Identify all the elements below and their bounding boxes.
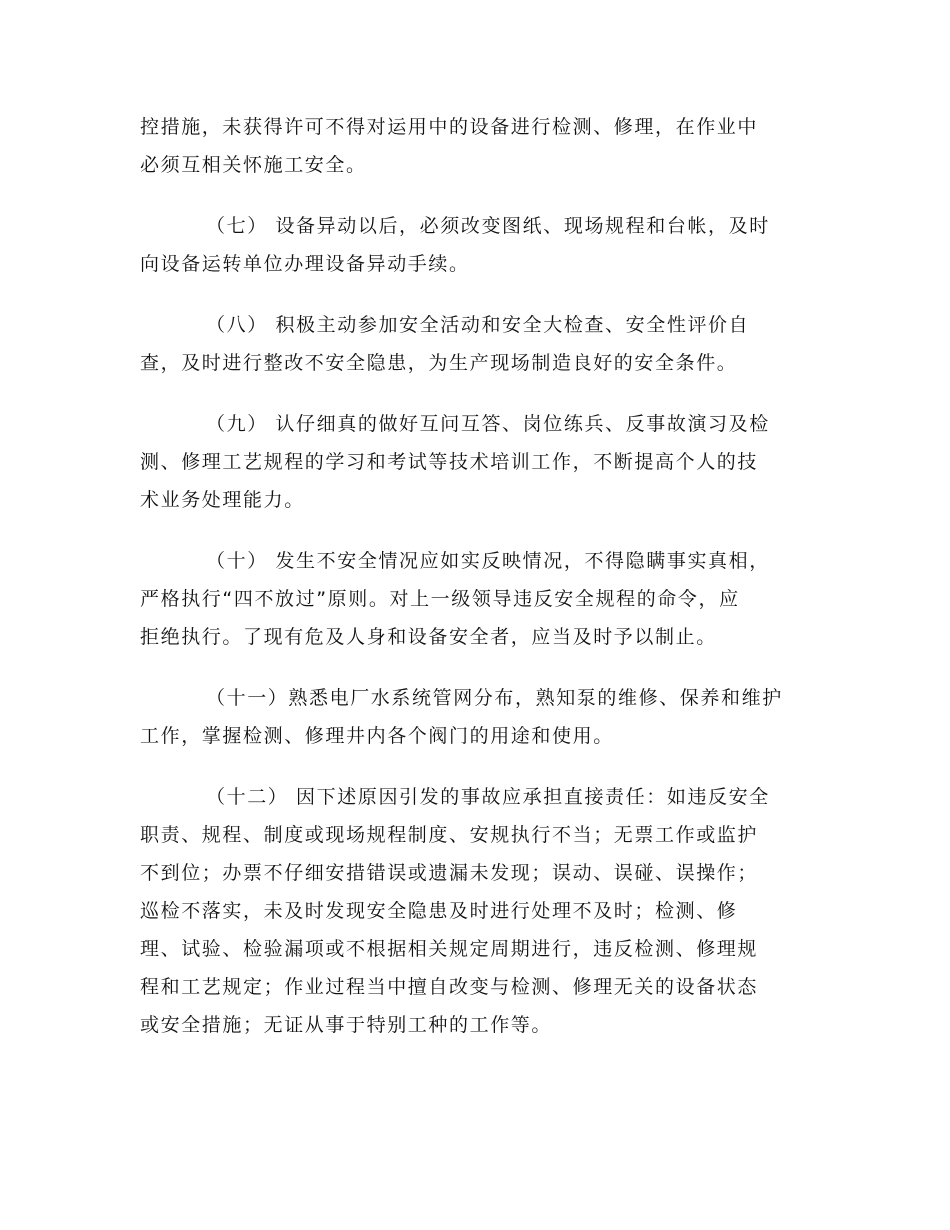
- paragraph-continuation: [140, 108, 810, 184]
- text-line: （十） 发生不安全情况应如实反映情况，不得隐瞒事实真相，: [206, 550, 770, 572]
- paragraph-item-12: [140, 778, 810, 1044]
- text-line: （十一）熟悉电厂水系统管网分布，熟知泵的维修、保养和维护: [206, 687, 783, 709]
- text-line: 职责、规程、制度或现场规程制度、安规执行不当；无票工作或监护: [140, 824, 759, 846]
- text-line: 控措施，未获得许可不得对运用中的设备进行检测、修理，在作业中: [140, 116, 759, 138]
- text-line: 或安全措施；无证从事于特别工种的工作等。: [140, 1014, 553, 1036]
- text-line: （九） 认仔细真的做好互问互答、岗位练兵、反事故演习及检: [206, 413, 770, 435]
- text-line: （八） 积极主动参加安全活动和安全大检查、安全性评价自: [206, 314, 750, 336]
- text-line: 程和工艺规定；作业过程当中擅自改变与检测、修理无关的设备状态: [140, 976, 759, 998]
- text-line: 查，及时进行整改不安全隐患，为生产现场制造良好的安全条件。: [140, 352, 738, 374]
- text-line: 拒绝执行。了现有危及人身和设备安全者，应当及时予以制止。: [140, 626, 717, 648]
- text-line: 测、修理工艺规程的学习和考试等技术培训工作，不断提高个人的技: [140, 451, 759, 473]
- text-line: 术业务处理能力。: [140, 489, 305, 511]
- text-line: 工作，掌握检测、修理井内各个阀门的用途和使用。: [140, 725, 614, 747]
- text-line: 必须互相关怀施工安全。: [140, 154, 367, 176]
- paragraph-item-8: [140, 306, 810, 382]
- paragraph-item-7: [140, 207, 810, 283]
- text-line: 不到位；办票不仔细安措错误或遗漏未发现；误动、误碰、误操作；: [140, 862, 759, 884]
- text-line: 向设备运转单位办理设备异动手续。: [140, 253, 470, 275]
- document-body: [140, 108, 810, 1067]
- paragraph-item-10: [140, 542, 810, 656]
- text-line: 理、试验、检验漏项或不根据相关规定周期进行，违反检测、修理规: [140, 938, 759, 960]
- text-line: 严格执行“四不放过”原则。对上一级领导违反安全规程的命令，应: [140, 588, 740, 610]
- paragraph-item-11: [140, 679, 810, 755]
- text-line: 巡检不落实，未及时发现安全隐患及时进行处理不及时；检测、修: [140, 900, 738, 922]
- paragraph-item-9: [140, 405, 810, 519]
- text-line: （十二） 因下述原因引发的事故应承担直接责任：如违反安全: [206, 786, 770, 808]
- text-line: （七） 设备异动以后，必须改变图纸、现场规程和台帐，及时: [206, 215, 770, 237]
